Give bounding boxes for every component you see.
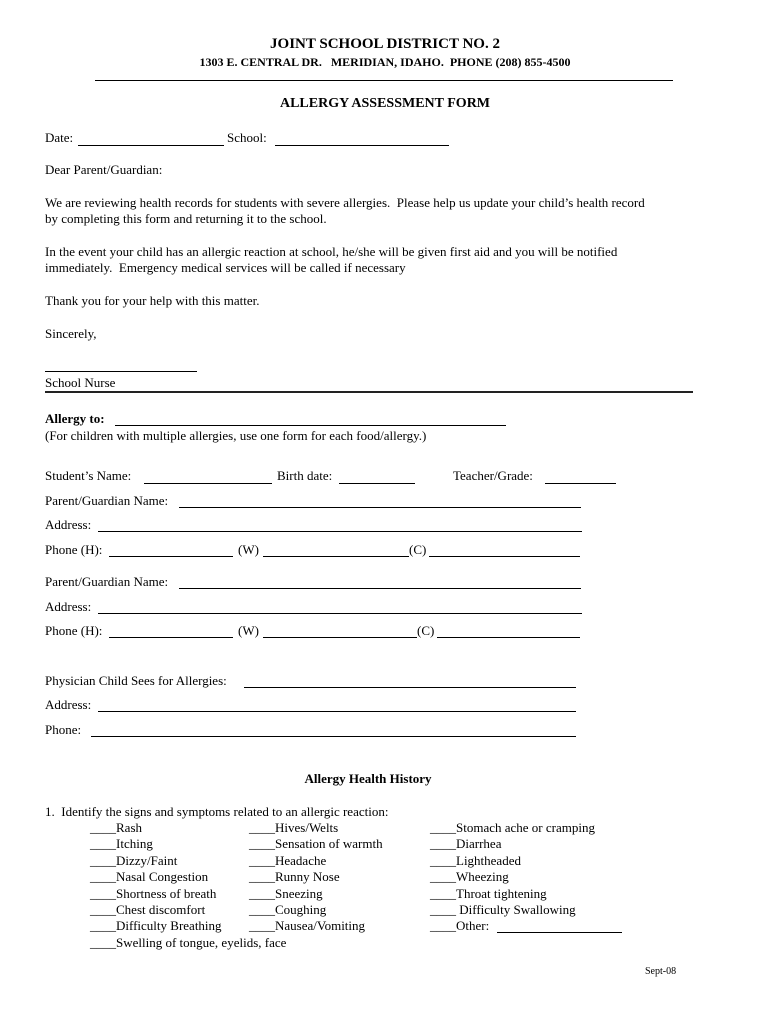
guardian1-phone-w-field[interactable]	[263, 556, 409, 557]
symptom-checkbox-item[interactable]: ____Chest discomfort	[90, 902, 206, 917]
letter-p2-line1: In the event your child has an allergic reaction at school, he/she will be given first aid and you will be notified	[45, 244, 618, 259]
symptom-checkbox-item[interactable]: ____Runny Nose	[249, 869, 340, 885]
student-name-field[interactable]	[144, 483, 272, 484]
symptom-checkbox-item[interactable]: ____Shortness of breath	[90, 885, 217, 901]
guardian1-phone-w-label: (W)	[238, 542, 259, 557]
guardian2-name-label: Parent/Guardian Name:	[45, 574, 169, 589]
physician-address-label: Address:	[45, 697, 92, 712]
signature-label: School Nurse	[45, 375, 116, 390]
allergy-label: Allergy to:	[45, 411, 105, 426]
greeting: Dear Parent/Guardian:	[45, 162, 163, 177]
district-name: JOINT SCHOOL DISTRICT NO. 2	[270, 36, 500, 52]
guardian1-phone-h-field[interactable]	[109, 556, 233, 557]
date-label: Date:	[45, 130, 74, 145]
guardian2-phone-w-field[interactable]	[263, 637, 417, 638]
symptom-checkbox-item[interactable]: ____Throat tightening	[430, 885, 547, 901]
nurse-signature-field[interactable]	[45, 371, 197, 372]
allergy-note: (For children with multiple allergies, use one form for each food/allergy.)	[45, 428, 427, 443]
physician-phone-field[interactable]	[91, 736, 576, 737]
symptom-checkbox-item[interactable]: ____ Difficulty Swallowing	[430, 902, 576, 917]
symptom-checkbox-item[interactable]: ____Sneezing	[249, 885, 323, 901]
guardian1-address-label: Address:	[45, 517, 92, 532]
symptom-checkbox-item[interactable]: ____Diarrhea	[430, 836, 502, 852]
symptom-checkbox-item[interactable]: ____Other:	[430, 918, 493, 934]
school-field[interactable]	[275, 145, 449, 146]
guardian1-name-label: Parent/Guardian Name:	[45, 493, 169, 508]
section-divider	[45, 391, 693, 393]
symptom-checkbox-item[interactable]: ____Stomach ache or cramping	[430, 820, 595, 835]
allergy-field[interactable]	[115, 425, 506, 426]
date-field[interactable]	[78, 145, 224, 146]
history-title: Allergy Health History	[304, 771, 432, 786]
birth-date-field[interactable]	[339, 483, 415, 484]
guardian2-address-field[interactable]	[98, 613, 582, 614]
symptom-checkbox-item[interactable]: ____Headache	[249, 852, 327, 868]
guardian2-phone-h-label: Phone (H):	[45, 623, 103, 638]
physician-label: Physician Child Sees for Allergies:	[45, 673, 227, 688]
guardian2-name-field[interactable]	[179, 588, 581, 589]
guardian2-phone-c-label: (C)	[417, 623, 435, 638]
symptom-checkbox-item[interactable]: ____Rash	[90, 820, 142, 835]
symptom-checkbox-item[interactable]: ____Nasal Congestion	[90, 869, 209, 885]
symptom-checkbox-item[interactable]: ____Coughing	[249, 902, 327, 917]
other-symptom-field[interactable]	[497, 932, 622, 933]
birth-date-label: Birth date:	[277, 468, 333, 483]
physician-phone-label: Phone:	[45, 722, 82, 737]
guardian1-name-field[interactable]	[179, 507, 581, 508]
letter-p1-line2: by completing this form and returning it to the school.	[45, 211, 327, 226]
physician-address-field[interactable]	[98, 711, 576, 712]
symptom-checkbox-item[interactable]: ____Sensation of warmth	[249, 836, 383, 852]
symptom-checkbox-item[interactable]: ____Swelling of tongue, eyelids, face	[90, 934, 287, 950]
letter-closing: Sincerely,	[45, 326, 97, 341]
student-name-label: Student’s Name:	[45, 468, 132, 483]
symptom-checkbox-item[interactable]: ____Nausea/Vomiting	[249, 918, 366, 934]
letter-p2-line2: immediately. Emergency medical services will be called if necessary	[45, 260, 406, 275]
district-address-phone: 1303 E. CENTRAL DR. MERIDIAN, IDAHO. PHONE (208) 855-4500	[199, 55, 571, 69]
header-divider	[95, 80, 673, 81]
guardian2-phone-h-field[interactable]	[109, 637, 233, 638]
guardian1-address-field[interactable]	[98, 531, 582, 532]
symptom-checkbox-item[interactable]: ____Difficulty Breathing	[90, 918, 222, 934]
teacher-grade-label: Teacher/Grade:	[453, 468, 533, 483]
form-title: ALLERGY ASSESSMENT FORM	[279, 96, 491, 111]
guardian2-phone-c-field[interactable]	[437, 637, 580, 638]
teacher-grade-field[interactable]	[545, 483, 616, 484]
guardian1-phone-h-label: Phone (H):	[45, 542, 103, 557]
symptom-checkbox-item[interactable]: ____Itching	[90, 836, 153, 852]
symptom-checkbox-item[interactable]: ____Hives/Welts	[249, 820, 339, 835]
letter-p1-line1: We are reviewing health records for students with severe allergies. Please help us update your child’s health record	[45, 195, 645, 210]
physician-field[interactable]	[244, 687, 576, 688]
guardian1-phone-c-field[interactable]	[429, 556, 580, 557]
guardian1-phone-c-label: (C)	[409, 542, 427, 557]
symptom-checkbox-item[interactable]: ____Wheezing	[430, 869, 509, 885]
revision-date: Sept-08	[645, 966, 677, 977]
history-question-1: 1. Identify the signs and symptoms related to an allergic reaction:	[45, 804, 389, 819]
guardian2-phone-w-label: (W)	[238, 623, 259, 638]
school-label: School:	[227, 130, 267, 145]
symptom-checkbox-item[interactable]: ____Lightheaded	[430, 852, 521, 868]
letter-thanks: Thank you for your help with this matter.	[45, 293, 260, 308]
guardian2-address-label: Address:	[45, 599, 92, 614]
symptom-checkbox-item[interactable]: ____Dizzy/Faint	[90, 852, 178, 868]
